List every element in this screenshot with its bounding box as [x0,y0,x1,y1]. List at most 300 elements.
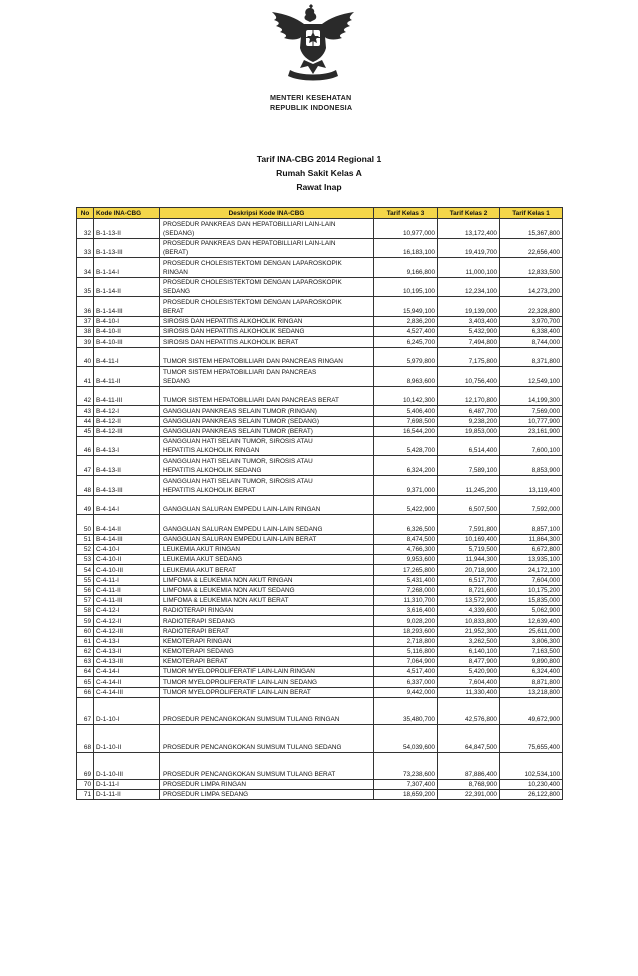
row-deskripsi [160,780,374,790]
row-tarif-kelas-3: 10,142,300 [374,386,438,406]
row-deskripsi [160,416,374,426]
table-row [77,367,563,387]
row-deskripsi [160,606,374,616]
row-tarif-kelas-1: 8,853,900 [500,456,563,476]
tariff-table [76,207,563,800]
row-tarif-kelas-1: 26,122,800 [500,790,563,800]
title-care-type: Rawat Inap [296,182,342,192]
table-row [77,626,563,636]
row-kode: B-4-14-III [94,534,160,544]
row-deskripsi [160,367,374,387]
row-tarif-kelas-3: 9,028,200 [374,616,438,626]
row-deskripsi [160,687,374,697]
row-tarif-kelas-1: 22,328,800 [500,297,563,317]
header-tarif-kelas-3: Tarif Kelas 3 [374,208,438,219]
row-no: 49 [77,495,94,515]
row-tarif-kelas-3: 9,953,600 [374,555,438,565]
row-tarif-kelas-3: 4,766,300 [374,545,438,555]
row-tarif-kelas-2: 7,589,100 [438,456,500,476]
row-deskripsi-line: SIROSIS DAN HEPATITIS ALKOHOLIK RINGAN [163,318,303,326]
row-deskripsi [160,545,374,555]
row-tarif-kelas-1: 5,062,900 [500,606,563,616]
row-tarif-kelas-3: 9,442,000 [374,687,438,697]
row-tarif-kelas-2: 10,756,400 [438,367,500,387]
row-tarif-kelas-1: 8,871,800 [500,677,563,687]
table-row [77,545,563,555]
row-deskripsi-line: KEMOTERAPI SEDANG [163,648,234,656]
row-tarif-kelas-2: 7,494,800 [438,337,500,347]
row-kode: B-4-10-III [94,337,160,347]
row-tarif-kelas-1: 7,569,000 [500,406,563,416]
row-kode: B-4-14-II [94,515,160,535]
row-deskripsi [160,667,374,677]
row-deskripsi-line: KEMOTERAPI RINGAN [163,637,232,645]
row-deskripsi-line: LEUKEMIA AKUT SEDANG [163,556,243,564]
row-kode: C-4-11-III [94,595,160,605]
row-deskripsi-line: TUMOR MYELOPROLIFERATIF LAIN-LAIN SEDANG [163,678,317,686]
row-tarif-kelas-3: 35,480,700 [374,697,438,724]
row-tarif-kelas-1: 3,970,700 [500,316,563,326]
table-row [77,780,563,790]
table-row [77,595,563,605]
table-row [77,752,563,779]
table-row [77,258,563,278]
table-row [77,327,563,337]
row-deskripsi-line: (BERAT) [163,249,189,257]
row-tarif-kelas-2: 7,604,400 [438,677,500,687]
row-no: 45 [77,426,94,436]
row-kode: D-1-11-I [94,780,160,790]
row-deskripsi [160,697,374,724]
table-row [77,616,563,626]
row-no: 47 [77,456,94,476]
row-tarif-kelas-3: 54,039,600 [374,725,438,752]
table-row [77,347,563,367]
row-kode: C-4-13-I [94,636,160,646]
row-no: 71 [77,790,94,800]
row-kode: B-1-14-I [94,258,160,278]
row-no: 57 [77,595,94,605]
row-tarif-kelas-3: 7,307,400 [374,780,438,790]
row-deskripsi-line: TUMOR SISTEM HEPATOBILLIARI DAN PANCREAS RINGAN [163,358,343,366]
row-kode: C-4-12-III [94,626,160,636]
row-tarif-kelas-1: 22,656,400 [500,238,563,258]
header-no: No [77,208,94,219]
row-deskripsi-line: BERAT [163,307,184,315]
row-no: 32 [77,219,94,239]
row-tarif-kelas-2: 4,339,600 [438,606,500,616]
row-deskripsi-line: GANGGUAN SALURAN EMPEDU LAIN-LAIN SEDANG [163,525,323,533]
row-deskripsi [160,219,374,239]
row-tarif-kelas-1: 7,600,100 [500,436,563,456]
row-kode: B-4-11-I [94,347,160,367]
garuda-emblem-icon [266,4,360,84]
table-row [77,406,563,416]
row-kode: B-1-14-II [94,277,160,297]
row-deskripsi [160,476,374,496]
row-deskripsi [160,636,374,646]
row-kode: B-4-13-II [94,456,160,476]
row-no: 53 [77,555,94,565]
row-no: 64 [77,667,94,677]
row-tarif-kelas-3: 73,238,600 [374,752,438,779]
row-kode: C-4-13-II [94,646,160,656]
row-tarif-kelas-3: 2,718,800 [374,636,438,646]
row-tarif-kelas-2: 5,420,900 [438,667,500,677]
row-no: 37 [77,316,94,326]
row-no: 59 [77,616,94,626]
row-kode: B-4-13-III [94,476,160,496]
row-kode: C-4-10-II [94,555,160,565]
ministry-label [270,93,380,113]
row-deskripsi-line: PROSEDUR PENCANGKOKAN SUMSUM TULANG SEDANG [163,743,342,751]
header-kode: Kode INA-CBG [94,208,160,219]
row-tarif-kelas-3: 18,659,200 [374,790,438,800]
row-tarif-kelas-1: 6,324,400 [500,667,563,677]
row-deskripsi-line: (SEDANG) [163,229,195,237]
row-tarif-kelas-2: 6,514,400 [438,436,500,456]
table-row [77,687,563,697]
row-tarif-kelas-2: 12,170,800 [438,386,500,406]
row-tarif-kelas-2: 7,591,800 [438,515,500,535]
row-deskripsi [160,297,374,317]
row-tarif-kelas-2: 5,432,900 [438,327,500,337]
row-tarif-kelas-3: 8,963,600 [374,367,438,387]
row-deskripsi [160,386,374,406]
row-deskripsi-line: HEPATITIS ALKOHOLIK SEDANG [163,467,262,475]
row-tarif-kelas-3: 16,183,100 [374,238,438,258]
row-no: 36 [77,297,94,317]
row-deskripsi [160,626,374,636]
row-deskripsi-line: SEDANG [163,377,190,385]
row-kode: B-4-12-III [94,426,160,436]
row-tarif-kelas-3: 2,836,200 [374,316,438,326]
row-no: 44 [77,416,94,426]
table-row [77,677,563,687]
row-deskripsi [160,595,374,605]
row-tarif-kelas-2: 6,507,500 [438,495,500,515]
row-no: 52 [77,545,94,555]
table-row [77,667,563,677]
row-deskripsi [160,337,374,347]
row-deskripsi-line: TUMOR MYELOPROLIFERATIF LAIN-LAIN RINGAN [163,668,315,676]
row-tarif-kelas-2: 8,477,900 [438,657,500,667]
row-deskripsi [160,565,374,575]
document-titles [0,152,638,194]
row-no: 34 [77,258,94,278]
table-row [77,636,563,646]
row-tarif-kelas-1: 23,161,900 [500,426,563,436]
row-deskripsi [160,515,374,535]
table-row [77,426,563,436]
row-deskripsi [160,725,374,752]
row-deskripsi [160,790,374,800]
row-no: 41 [77,367,94,387]
row-deskripsi [160,238,374,258]
row-deskripsi [160,657,374,667]
row-kode: C-4-14-I [94,667,160,677]
row-deskripsi-line: LIMFOMA & LEUKEMIA NON AKUT BERAT [163,597,289,605]
row-tarif-kelas-1: 75,655,400 [500,725,563,752]
row-kode: C-4-11-II [94,585,160,595]
row-tarif-kelas-3: 10,977,000 [374,219,438,239]
table-row [77,337,563,347]
row-no: 33 [77,238,94,258]
row-kode: C-4-14-III [94,687,160,697]
row-kode: B-4-10-II [94,327,160,337]
table-row [77,657,563,667]
row-tarif-kelas-3: 9,371,000 [374,476,438,496]
row-no: 68 [77,725,94,752]
table-row [77,646,563,656]
row-deskripsi [160,316,374,326]
row-kode: D-1-10-I [94,697,160,724]
table-row [77,565,563,575]
row-tarif-kelas-3: 4,517,400 [374,667,438,677]
row-tarif-kelas-3: 6,337,000 [374,677,438,687]
row-tarif-kelas-2: 22,391,000 [438,790,500,800]
row-tarif-kelas-1: 24,172,100 [500,565,563,575]
row-tarif-kelas-2: 10,169,400 [438,534,500,544]
row-tarif-kelas-2: 11,245,200 [438,476,500,496]
table-row [77,219,563,239]
header-deskripsi: Deskripsi Kode INA-CBG [160,208,374,219]
row-no: 62 [77,646,94,656]
row-tarif-kelas-1: 8,371,800 [500,347,563,367]
table-body [77,219,563,800]
row-no: 67 [77,697,94,724]
row-deskripsi [160,575,374,585]
row-deskripsi [160,347,374,367]
row-kode: C-4-12-II [94,616,160,626]
row-deskripsi-line: PROSEDUR PENCANGKOKAN SUMSUM TULANG RINGAN [163,716,340,724]
row-deskripsi-line: LEUKEMIA AKUT RINGAN [163,546,240,554]
row-tarif-kelas-3: 15,949,100 [374,297,438,317]
row-tarif-kelas-2: 64,847,500 [438,725,500,752]
row-deskripsi-line: PROSEDUR CHOLESISTEKTOMI DENGAN LAPAROSKOPIK [163,298,342,306]
row-tarif-kelas-3: 16,544,200 [374,426,438,436]
row-deskripsi-line: LIMFOMA & LEUKEMIA NON AKUT SEDANG [163,586,295,594]
title-regional: Tarif INA-CBG 2014 Regional 1 [256,154,382,164]
row-deskripsi-line: PROSEDUR CHOLESISTEKTOMI DENGAN LAPAROSKOPIK [163,279,342,287]
row-tarif-kelas-1: 11,864,300 [500,534,563,544]
row-kode: B-4-12-II [94,416,160,426]
row-tarif-kelas-2: 11,944,300 [438,555,500,565]
row-kode: B-1-13-II [94,219,160,239]
row-tarif-kelas-1: 8,744,000 [500,337,563,347]
row-tarif-kelas-1: 13,935,100 [500,555,563,565]
row-tarif-kelas-3: 5,406,400 [374,406,438,416]
row-no: 61 [77,636,94,646]
title-hospital-class: Rumah Sakit Kelas A [276,168,362,178]
row-tarif-kelas-1: 13,218,800 [500,687,563,697]
row-deskripsi-line: TUMOR MYELOPROLIFERATIF LAIN-LAIN BERAT [163,688,311,696]
row-tarif-kelas-3: 6,324,200 [374,456,438,476]
row-tarif-kelas-2: 3,262,500 [438,636,500,646]
row-tarif-kelas-2: 6,517,700 [438,575,500,585]
row-deskripsi-line: TUMOR SISTEM HEPATOBILLIARI DAN PANCREAS BERAT [163,397,339,405]
row-tarif-kelas-2: 42,576,800 [438,697,500,724]
row-deskripsi-line: SIROSIS DAN HEPATITIS ALKOHOLIK SEDANG [163,328,305,336]
row-tarif-kelas-2: 5,719,500 [438,545,500,555]
row-tarif-kelas-1: 15,835,000 [500,595,563,605]
row-tarif-kelas-2: 3,403,400 [438,316,500,326]
row-no: 56 [77,585,94,595]
row-tarif-kelas-1: 10,777,900 [500,416,563,426]
table-row [77,416,563,426]
row-deskripsi-line: LEUKEMIA AKUT BERAT [163,566,236,574]
table-row [77,575,563,585]
row-deskripsi-line: GANGGUAN PANKREAS SELAIN TUMOR (SEDANG) [163,417,320,425]
table-row [77,790,563,800]
row-no: 63 [77,657,94,667]
row-tarif-kelas-1: 10,175,200 [500,585,563,595]
row-deskripsi-line: GANGGUAN SALURAN EMPEDU LAIN-LAIN BERAT [163,536,317,544]
header-tarif-kelas-1: Tarif Kelas 1 [500,208,563,219]
row-kode: D-1-11-II [94,790,160,800]
row-tarif-kelas-3: 5,431,400 [374,575,438,585]
table-row [77,495,563,515]
row-tarif-kelas-3: 18,293,600 [374,626,438,636]
row-deskripsi [160,277,374,297]
row-no: 69 [77,752,94,779]
row-deskripsi [160,585,374,595]
ministry-line2: REPUBLIK INDONESIA [270,103,353,112]
table-row [77,555,563,565]
row-deskripsi-line: RINGAN [163,268,188,276]
row-tarif-kelas-2: 19,853,000 [438,426,500,436]
row-deskripsi-line: GANGGUAN HATI SELAIN TUMOR, SIROSIS ATAU [163,458,313,466]
row-deskripsi-line: TUMOR SISTEM HEPATOBILLIARI DAN PANCREAS [163,368,317,376]
table-row [77,436,563,456]
row-deskripsi [160,752,374,779]
table-row [77,585,563,595]
row-tarif-kelas-1: 102,534,100 [500,752,563,779]
row-tarif-kelas-3: 4,527,400 [374,327,438,337]
table-row [77,277,563,297]
row-tarif-kelas-3: 17,265,800 [374,565,438,575]
row-tarif-kelas-1: 7,592,000 [500,495,563,515]
row-deskripsi [160,555,374,565]
row-deskripsi-line: HEPATITIS ALKOHOLIK RINGAN [163,447,260,455]
row-deskripsi-line: KEMOTERAPI BERAT [163,658,228,666]
row-tarif-kelas-1: 7,604,000 [500,575,563,585]
row-tarif-kelas-3: 7,698,500 [374,416,438,426]
row-tarif-kelas-1: 6,338,400 [500,327,563,337]
row-no: 42 [77,386,94,406]
row-deskripsi-line: PROSEDUR LIMPA SEDANG [163,791,249,799]
row-deskripsi [160,426,374,436]
row-no: 70 [77,780,94,790]
table-row [77,456,563,476]
table-row [77,534,563,544]
row-tarif-kelas-2: 19,419,700 [438,238,500,258]
row-tarif-kelas-3: 5,116,800 [374,646,438,656]
table-row [77,386,563,406]
row-tarif-kelas-3: 5,422,900 [374,495,438,515]
row-deskripsi-line: RADIOTERAPI BERAT [163,627,229,635]
row-tarif-kelas-2: 20,718,900 [438,565,500,575]
row-kode: B-4-11-II [94,367,160,387]
row-kode: D-1-10-II [94,725,160,752]
row-tarif-kelas-1: 7,163,500 [500,646,563,656]
row-tarif-kelas-2: 9,238,200 [438,416,500,426]
ministry-line1: MENTERI KESEHATAN [270,93,352,102]
row-tarif-kelas-2: 11,330,400 [438,687,500,697]
row-deskripsi-line: GANGGUAN HATI SELAIN TUMOR, SIROSIS ATAU [163,477,313,485]
row-kode: C-4-11-I [94,575,160,585]
row-tarif-kelas-1: 14,273,200 [500,277,563,297]
row-tarif-kelas-1: 14,199,300 [500,386,563,406]
row-deskripsi-line: LIMFOMA & LEUKEMIA NON AKUT RINGAN [163,576,293,584]
row-tarif-kelas-1: 25,611,000 [500,626,563,636]
row-deskripsi [160,436,374,456]
row-no: 46 [77,436,94,456]
row-tarif-kelas-3: 6,245,700 [374,337,438,347]
row-tarif-kelas-3: 10,195,100 [374,277,438,297]
row-tarif-kelas-3: 5,428,700 [374,436,438,456]
row-tarif-kelas-1: 15,367,800 [500,219,563,239]
row-kode: C-4-13-III [94,657,160,667]
row-deskripsi-line: PROSEDUR PENCANGKOKAN SUMSUM TULANG BERAT [163,771,336,779]
row-tarif-kelas-2: 6,140,100 [438,646,500,656]
row-deskripsi [160,258,374,278]
row-tarif-kelas-2: 6,487,700 [438,406,500,416]
row-tarif-kelas-2: 12,234,100 [438,277,500,297]
row-tarif-kelas-2: 10,833,800 [438,616,500,626]
row-deskripsi [160,456,374,476]
row-tarif-kelas-1: 8,857,100 [500,515,563,535]
row-deskripsi [160,406,374,416]
table-header-row [77,208,563,219]
table-row [77,476,563,496]
row-deskripsi-line: SIROSIS DAN HEPATITIS ALKOHOLIK BERAT [163,338,299,346]
row-tarif-kelas-2: 19,139,000 [438,297,500,317]
row-no: 38 [77,327,94,337]
row-kode: B-1-13-III [94,238,160,258]
row-tarif-kelas-1: 10,230,400 [500,780,563,790]
table-row [77,238,563,258]
row-tarif-kelas-2: 21,952,300 [438,626,500,636]
row-tarif-kelas-3: 11,310,700 [374,595,438,605]
row-no: 48 [77,476,94,496]
row-no: 66 [77,687,94,697]
row-no: 55 [77,575,94,585]
row-kode: C-4-10-III [94,565,160,575]
row-kode: B-4-10-I [94,316,160,326]
row-deskripsi-line: GANGGUAN SALURAN EMPEDU LAIN-LAIN RINGAN [163,506,321,514]
row-kode: B-4-14-I [94,495,160,515]
row-no: 40 [77,347,94,367]
row-deskripsi [160,534,374,544]
row-deskripsi-line: GANGGUAN HATI SELAIN TUMOR, SIROSIS ATAU [163,438,313,446]
row-kode: C-4-10-I [94,545,160,555]
row-kode: C-4-12-I [94,606,160,616]
row-deskripsi-line: PROSEDUR PANKREAS DAN HEPATOBILLIARI LAIN-LAIN [163,240,336,248]
table-row [77,725,563,752]
row-no: 60 [77,626,94,636]
row-no: 51 [77,534,94,544]
row-kode: C-4-14-II [94,677,160,687]
table-row [77,297,563,317]
row-no: 35 [77,277,94,297]
row-deskripsi [160,495,374,515]
row-deskripsi [160,677,374,687]
row-deskripsi-line: HEPATITIS ALKOHOLIK BERAT [163,486,256,494]
row-tarif-kelas-2: 13,572,900 [438,595,500,605]
row-no: 58 [77,606,94,616]
row-deskripsi-line: GANGGUAN PANKREAS SELAIN TUMOR (RINGAN) [163,407,317,415]
